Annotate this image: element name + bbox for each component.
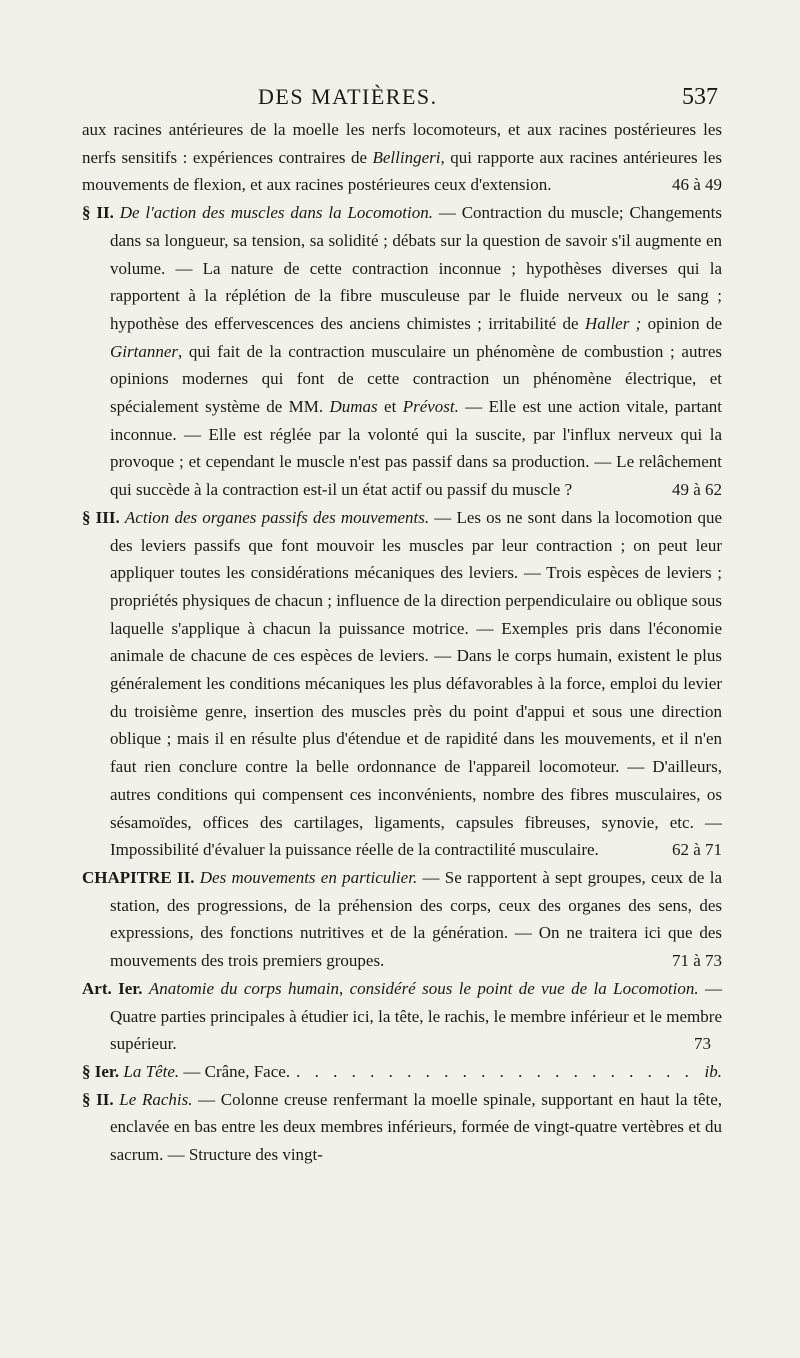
page-range: 62 à 71 (671, 840, 722, 860)
entry-number: § Ier. (82, 1061, 120, 1081)
entry-text: aux racines antérieures de la moelle les nerfs locomoteurs, et aux racines postérieures les nerfs sensitifs : expériences contraires de (82, 120, 722, 167)
entry-title: De l'action des muscles dans la Locomotion. (119, 203, 433, 223)
entry-title: La Tête. (123, 1061, 180, 1081)
entry-author: Haller ; (584, 313, 642, 333)
entry-text: et (377, 397, 403, 417)
entry-author: Prévost. (402, 397, 459, 417)
index-entry-continuation (82, 116, 722, 199)
index-entry-section-2-rachis (82, 1086, 722, 1169)
entry-text: , qui rapporte aux racines antérieures les mouvements de flexion, et aux racines postérieures ceux d'extension. (82, 147, 722, 195)
entry-text: — Crâne, Face. (179, 1061, 291, 1081)
entry-number: § III. (82, 507, 120, 527)
entry-number: CHAPITRE II. (82, 867, 195, 887)
entry-number: § II. (82, 203, 114, 223)
entry-text: — Quatre parties principales à étudier ici, la tête, le rachis, le membre inférieur et le membre supérieur. (110, 978, 723, 1054)
entry-title: Le Rachis. (119, 1089, 193, 1109)
entry-subtitle: considéré sous le point de vue de la Locomotion. (349, 978, 699, 998)
entry-text: — Elle est une action vitale, partant inconnue. — Elle est réglée par la volonté qui la suscite, par l'influx nerveux qui la provoque ; et cependant le muscle n'est pas passif dans sa production. — Le relâchement qui succède à la contraction est-il un état actif ou passif du muscle ? (110, 397, 722, 500)
page-range: 71 à 73 (671, 951, 722, 971)
index-entry-section-1 (82, 1058, 722, 1086)
entry-text: opinion de (641, 313, 722, 333)
index-entry-article-1: Art. Ier. Anatomie du corps humain, considéré sous le point de vue de la Locomotion. — Quatre parties principales à étudier ici, la tête, le rachis, le membre inférieur et le membre supérieur. 73 (82, 978, 723, 1054)
entry-number: § II. (82, 1089, 114, 1109)
page-range: 49 à 62 (671, 480, 722, 500)
index-entry-section-2 (82, 199, 722, 504)
index-entry-chapter-2 (82, 864, 722, 975)
entry-text: — Contraction du muscle; Changements dans sa longueur, sa tension, sa solidité ; débats sur la question de savoir s'il augmente en volume. — La nature de cette contraction inconnue ; hypothèses diverses qui la rapportent à la réplétion de la fibre musculeuse par le fluide nerveux ou le sang ; hypothèse des effervescences des anciens chimistes ; irritabilité de (110, 203, 722, 333)
page-range: 46 à 49 (671, 175, 722, 195)
entry-author: Dumas (329, 397, 378, 417)
entry-title: Action des organes passifs des mouvements. (124, 507, 430, 527)
running-head-title: DES MATIÈRES. (258, 84, 438, 109)
dot-leader (296, 1058, 698, 1086)
page-number: 537 (682, 84, 718, 110)
entry-text: — Se rapportent à sept groupes, ceux de la station, des progressions, de la préhension des corps, ceux des organes des sens, des expressions, des fonctions nutritives et de la génération. — On ne traitera ici que des mouvements des trois premiers groupes. (110, 867, 722, 971)
entry-text: — Colonne creuse renfermant la moelle spinale, supportant en haut la tête, enclavée en bas entre les deux membres inférieurs, formée de vingt-quatre vertèbres et du sacrum. — Structure des vingt- (110, 1089, 723, 1165)
entry-author: Girtanner (110, 341, 178, 361)
index-body (82, 116, 722, 1169)
entry-text: , qui fait de la contraction musculaire un phénomène de combustion ; autres opinions modernes qui font de cette contraction un phénomène électrique, et spécialement système de MM. (110, 341, 722, 417)
index-entry-section-3 (82, 504, 722, 864)
entry-author: Bellingeri (372, 147, 441, 167)
entry-number: Art. Ier. (82, 978, 143, 998)
entry-text: , (339, 978, 350, 998)
entry-text: — Les os ne sont dans la locomotion que des leviers passifs que font mouvoir les muscles par leur contraction ; on peut leur appliquer toutes les considérations mécaniques des leviers. — Trois espèces de leviers ; propriétés physiques de chacun ; influence de la direction perpendiculaire ou oblique sous laquelle s'applique à chacun la puissance motrice. — Exemples pris dans l'économie animale de chacune de ces espèces de leviers. — Dans le corps humain, existent le plus généralement les conditions mécaniques les plus défavorables à la force, emploi du levier du troisième genre, insertion des muscles près du point d'appui et sous une direction oblique ; mais il en résulte plus d'étendue et de rapidité dans les mouvements, et il n'en faut rien conclure contre la belle ordonnance de l'appareil locomoteur. — D'ailleurs, autres conditions qui compensent ces inconvénients, nombre des fibres musculaires, os sésamoïdes, offices des cartilages, ligaments, capsules fibreuses, synovie, etc. — Impossibilité d'évaluer la puissance réelle de la contractilité musculaire. (110, 507, 722, 860)
running-head (258, 84, 718, 111)
page-range: ib. (704, 1061, 722, 1081)
entry-title: Des mouvements en particulier. (199, 867, 418, 887)
entry-title: Anatomie du corps humain (148, 978, 339, 998)
